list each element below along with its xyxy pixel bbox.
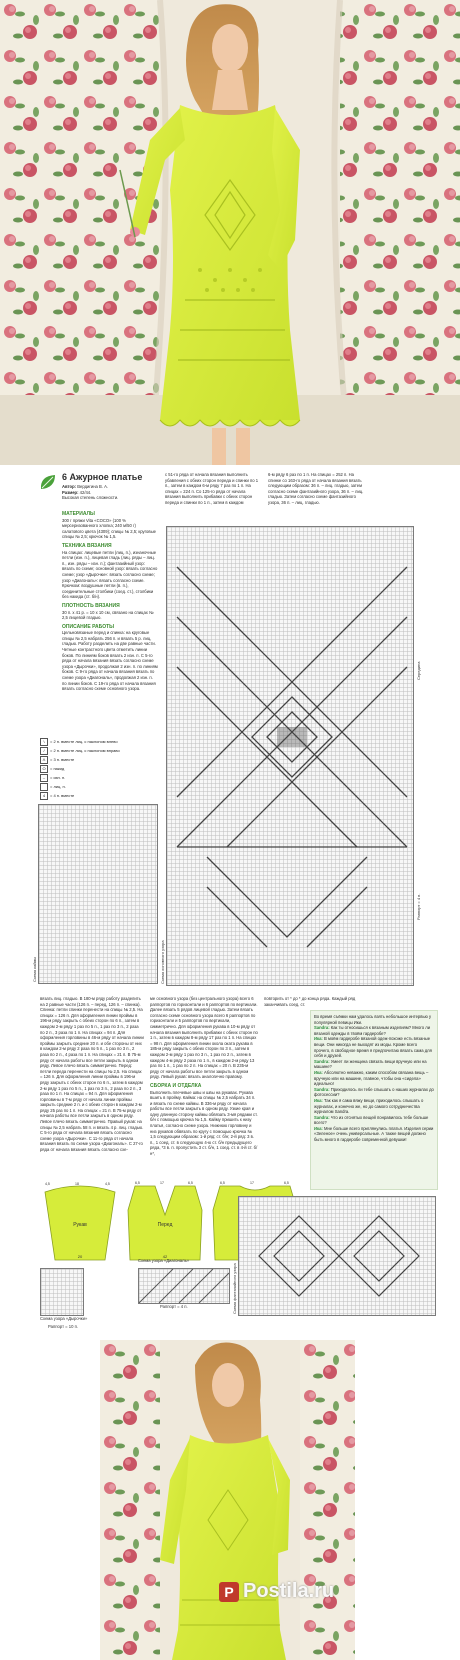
- legend-symbol: –: [40, 774, 48, 782]
- legend-item: [40, 782, 158, 791]
- technique-heading: ТЕХНИКА ВЯЗАНИЯ: [62, 542, 112, 549]
- border-chart: [38, 804, 158, 984]
- legend-text: = накид: [50, 766, 65, 771]
- legend-item: [40, 791, 158, 800]
- interview-line: [314, 1059, 434, 1070]
- front-dim-1: 6,5: [135, 1181, 140, 1185]
- interview-speaker: Sandra:: [314, 1114, 330, 1120]
- author-value: Вердигина В. А.: [77, 484, 109, 489]
- front-label: Перед: [157, 1222, 173, 1228]
- interview-line: [314, 1036, 434, 1058]
- fancy-pattern-chart: [238, 1196, 436, 1316]
- diagonal-chart-label: Схема узора «Диагональ»: [138, 1258, 190, 1263]
- materials-text: 300 г пряжи Vita «COCO» (100 % мерсеризованного хлопка; 240 м/50 г) салатового цвета (4309); спицы № 2,5; круговые спицы № 2,5; крючок № 1,5.: [62, 517, 156, 540]
- interview-line: [314, 1126, 434, 1143]
- gauge-heading: ПЛОТНОСТЬ ВЯЗАНИЯ: [62, 602, 120, 609]
- border-chart-label: Схема каймы: [32, 956, 37, 982]
- article-meta: [62, 484, 158, 501]
- back-dim-2: 17: [250, 1181, 254, 1185]
- interview-text: Абсолютно неважно, каким способом связана вещь – вручную или на машине, главное, чтобы она «сидела» идеально!: [314, 1069, 429, 1087]
- interview-line: [314, 1115, 434, 1126]
- interview-speaker: Ика:: [314, 1069, 323, 1075]
- main-chart-motif: [167, 527, 413, 985]
- main-pattern-chart: [166, 526, 414, 986]
- back-dim-3: 6,5: [284, 1181, 289, 1185]
- article-number: 6: [62, 472, 68, 482]
- interview-line: [314, 1025, 434, 1036]
- main-chart-label: Схема основного узора: [160, 940, 165, 984]
- interview-speaker: Sandra:: [314, 1086, 330, 1092]
- interview-speaker: Sandra:: [314, 1025, 330, 1031]
- legend-symbol: 4: [40, 792, 48, 800]
- holes-rapport: Раппорт = 10 п.: [48, 1324, 79, 1329]
- photo-bottom-illustration: [100, 1340, 355, 1660]
- sleeve-dim-3: 4,5: [105, 1182, 110, 1186]
- interview-text: В моём гардеробе вязаной одеж-похоже есть вязаные вещи. Они никогда не выходят из моды. Кроме всего прочего, в свободное время я предпочитаю вязать сама для себя и друзей.: [314, 1036, 432, 1059]
- interview-text: Что из отснятых вещей понравилось тебе больше всего?: [314, 1114, 429, 1126]
- column-2-bottom-text: ме основного узора (без центрального узора) всего 6 раппортов по горизонтали и 6 раппортов по вертикали. Далее вязать 5 рядов лицевой гладью. Затем вязать согласно схеме основного узора всего 6 раппортов по горизонтали и 5 раппортов по вертикали, симметрично. Для оформления рукава в 10-м ряду от начала вязания выполнить прибавки с обеих сторон по 1 п., затем в каждом 8-м ряду 17 раз по 1 п. На спицах = 98 п. Для оформления линии окола оката рукава в 185-м ряду закрыть с обеих сторон по 3 п., затем в каждом 2-м ряду 1 раз по 3 п., 1 раз по 2 п., затем в каждом 4-м ряду 2 раза по 1 п., в каждом 2-м ряду 13 раз по 1 п., 1 раз по 2 п. На спицах = 20 п. В 235-м ряду от начала работы все петли закрыть в одном ряду. Левый рукав: вязать аналогично правому.: [150, 996, 258, 1080]
- legend-text: = лиц. п.: [50, 784, 66, 789]
- interview-speaker: Ика:: [314, 1036, 323, 1042]
- photo-model-bottom: [100, 1340, 355, 1660]
- holes-chart-label: Схема узора «Дырочки»: [40, 1316, 88, 1321]
- assembly-text: Выполнить плечевые швы и швы на рукавах. Рукава вшить в пройму. Кайма: на спицы № 2,5 набрать 34 п. и вязать по схеме каймы. В 336-м ряду от начала работы все петли закрыть в одном ряду. Узкие края и одну длинную сторону каймы обвязать 3-мя рядами ст. б/н с помощью крючка № 1,5. Кайму пришить к низу платья, согласно схеме узора. Нижнюю горловину и низ рукавов обвязать по кругу с помощью крючка № 1,5 следующим образом: 1-й ряд: ст. б/н; 2-й ряд: 3 в. п., 1 соед. ст. в следующую 4-ю ст. б/н предыдущего ряда, *3 в. п. пропустить 3 ст. б/н, 1 соед. ст. в 4-й ст. б/н*,: [150, 1089, 258, 1157]
- svg-text:P: P: [224, 1583, 234, 1600]
- interview-intro: Во время съёмки нам удалось взять небольшое интервью у популярной певицы Ики.: [314, 1014, 432, 1025]
- size-label: Размер:: [62, 489, 79, 495]
- middle-label: Середина: [416, 661, 421, 680]
- rapport-main-label: Раппорт = 4 п.: [416, 893, 421, 920]
- interview-line: [314, 1070, 434, 1087]
- sleeve-bottom-dim: 20: [77, 1254, 83, 1259]
- legend-symbol: Λ: [40, 756, 48, 764]
- legend-item: [40, 755, 158, 764]
- interview-box: [310, 1010, 438, 1190]
- legend-symbol: O: [40, 765, 48, 773]
- interview-speaker: Ика:: [314, 1125, 323, 1131]
- column-1-text: [62, 508, 158, 692]
- diagonal-rapport: Раппорт = 4 п.: [160, 1304, 188, 1309]
- watermark: [218, 1580, 334, 1603]
- legend-item: [40, 764, 158, 773]
- leaf-icon: [38, 472, 58, 492]
- interview-list: [314, 1025, 434, 1142]
- interview-text: Как ты относишься к вязаным изделиям? Много ли вязаной одежды в твоём гардеробе?: [314, 1025, 431, 1036]
- legend-symbol: \: [40, 738, 48, 746]
- legend-item: [40, 773, 158, 782]
- legend-text: = 4 п. вместе: [50, 793, 75, 798]
- sleeve-label: Рукав: [73, 1222, 87, 1228]
- column-2-bottom: [150, 996, 258, 1157]
- sleeve-dim-2: 18: [75, 1182, 79, 1186]
- back-dim-1: 6,5: [220, 1181, 225, 1185]
- fancy-chart-motif: [239, 1197, 435, 1315]
- interview-text: Умеет ли женщина связать вещи вручную или на машине?: [314, 1058, 427, 1070]
- article-title: [62, 472, 142, 482]
- diagonal-chart-lines: [139, 1269, 229, 1303]
- work-heading: ОПИСАНИЕ РАБОТЫ: [62, 623, 115, 630]
- gauge-text: 30 п. х 41 р. = 10 х 10 см, связано на спицах № 2,5 лицевой гладью.: [62, 609, 154, 621]
- column-2-top-text: с 51-го ряда от начала вязания выполнить убавления с обеих сторон переда и спинки по 1 п., затем в каждом 6-м ряду 7 раз по 1 п. На спицах = 224 п. Со 125-го ряда от начала вязания выполнить прибавки с обеих сторон переда и спинки по 1 п., затем в каждом: [165, 472, 259, 505]
- legend-text: = 2 п. вместе лиц. с наклоном влево: [50, 739, 118, 744]
- interview-text: Приходилось ли тебе слышать о наших журналах до фотосессии?: [314, 1086, 434, 1098]
- front-dim-2: 17: [160, 1181, 164, 1185]
- article-title-text: Ажурное платье: [69, 472, 143, 482]
- watermark-text: Postila.ru: [243, 1580, 335, 1602]
- interview-line: [314, 1087, 434, 1098]
- column-3-bottom-text: повторить от * до * до конца ряда. Каждый ряд заканчивать соед. ст.: [264, 996, 356, 1007]
- column-3-top-text: 6-м ряду 6 раз по 1 п. На спицах = 252 п. На спинке со 163-го ряда от начала вязания вязать следующим образом: 36 п. – лиц. гладью, затем согласно схеме фантазийного узора, 36 п. – лиц. гладью. Затем согласно схеме фантазийного узора, 36 п. – лиц. гладью.: [268, 472, 364, 505]
- column-1-bottom-text: вязать лиц. гладью. В 180-м ряду работу разделить на 2 равные части (126 п. – перед, 126 п. – спинка). Спинка: петли спинки перенести на спицы № 2,5. На спицах = 126 п. Для оформления линии проймы в 196-м ряду закрыть с обеих сторон по 6 п., затем в каждом 2-м ряду 1 раз по 5 п., 1 раз по 3 п., 2 раза по 2 п., 3 раза по 1 п. На спицах = 94 п. Для оформления горловины в 46-м ряду от начала линии проймы закрыть средние 20 п. и обе стороны от них в каждом 2-м ряду 2 раза по 5 п., 1 раз по 3 п., 2 раза по 2 п., 4 раза по 1 п. На спицах = 21 п. В 75-м ряду от начала работы все петли закрыть в одном ряду. Левое плечо вязать симметрично. Перед: петли переда перенести на спицы № 2,5. На спицах = 126 п. Для оформления линии проймы в 196-м ряду закрыть с обеих сторон по 6 п., затем в каждом 2-м ряду 1 раз по 5 п., 1 раз по 3 п., 2 раза по 2 п., 3 раза по 1 п. На спицах = 94 п. Для оформления горловины в 7-м ряду от начала линии проймы закрыть средние 2 п. и с обеих сторон в каждом 2-м ряду 25 раз по 1 п. На спицах = 21 п. В 75-м ряду от начала работы все петли закрыть в одном ряду. Левое плечо вязать симметрично. Правый рукав: на спицы № 2,5 набрать 58 п. и вязать 4 р. лиц. гладью. С 5-го ряда от начала вязания вязать согласно схеме узора «Дырочки». С 11-го ряда от начала вязания вязать по схеме узора «Диагональ». С 27-го ряда от начала вязания вязать согласно схе-: [40, 996, 144, 1153]
- interview-speaker: Ика:: [314, 1097, 323, 1103]
- front-bottom-dim: 42: [162, 1254, 168, 1259]
- assembly-heading: СБОРКА И ОТДЕЛКА: [150, 1082, 202, 1089]
- photo-model-top: [0, 0, 460, 465]
- legend-item: [40, 746, 158, 755]
- front-dim-3: 6,5: [188, 1181, 193, 1185]
- materials-heading: МАТЕРИАЛЫ: [62, 511, 95, 517]
- interview-text: Мне больше всего приглянулись платья. Изделия серии «Зеленое» очень универсальные. А также вещей должно быть много в гардеробе современной девушки!: [314, 1125, 434, 1143]
- legend-symbol: /: [40, 747, 48, 755]
- author-label: Автор:: [62, 484, 77, 489]
- sleeve-dim-1: 4,5: [45, 1182, 50, 1186]
- photo-illustration: [0, 0, 460, 465]
- interview-speaker: Sandra:: [314, 1058, 330, 1064]
- work-text: Цельновязаные перед и спинка: на круговые спицы № 2,5 набрать 256 п. и вязать 5 р. лиц. гладью. Работу разделить на две равные части. Четные контрастного цвета отметить линии боков. По линиям боков вязать 2 изн. п. С 5-го ряда от начала вязания вязать согласно схеме узора «Дырочки», продолжая 2 изн. п. по линиям боков. С 9-го ряда от начала вязания вязать по схеме узора «Диагональ», продолжая 2 изн. п. по линии боков. С 19-го ряда от начала вязания вязать согласно схеме основного узора.: [62, 630, 158, 692]
- diagonal-chart: [138, 1268, 230, 1304]
- legend-text: = 2 п. вместе лиц. с наклоном вправо: [50, 748, 120, 753]
- legend-text: = 3 п. вместе: [50, 757, 75, 762]
- difficulty: Высокая степень сложности.: [62, 495, 119, 501]
- legend-item: [40, 737, 158, 746]
- interview-text: Так как я сама вяжу вещи, приходилось слышать о журналах, и конечно же, но до самого сотрудничества журналом Sandra.: [314, 1097, 424, 1115]
- chart-legend: [40, 737, 158, 800]
- size-value: 42/44.: [79, 489, 92, 495]
- holes-chart: [40, 1268, 84, 1316]
- legend-symbol: [40, 783, 48, 791]
- technique-text: На спицах: лицевые петли (лиц. п.), изнаночные петли (изн. п.), лицевая гладь (лиц. ряды – лиц. п., изн. ряды – изн. п.); фантазийный узор: вязать по схеме; основной узор: вязать согласно схеме; узор «Дырочки»: вязать согласно схеме; узор «Диагональ»: вязать согласно схеме. Крючком: воздушные петли (в. п.), соединительные столбики (соед. ст.), столбики без накида (ст. б/н).: [62, 549, 158, 600]
- interview-line: [314, 1098, 434, 1115]
- postila-logo-icon: [218, 1581, 240, 1603]
- legend-text: = изн. п.: [50, 775, 66, 780]
- fancy-chart-label: Схема фантазийного узора: [232, 1263, 237, 1314]
